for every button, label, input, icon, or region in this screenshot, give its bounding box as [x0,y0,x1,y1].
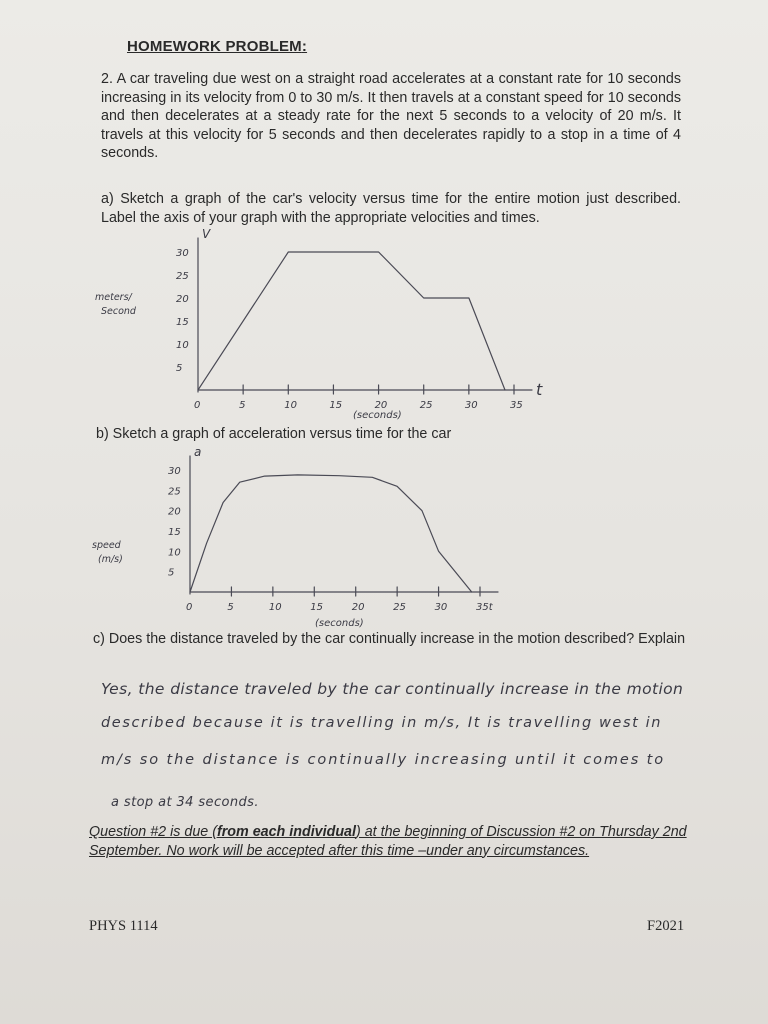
accel-ylabel-2: (m/s) [98,554,123,565]
velocity-y-symbol: V [202,227,211,241]
accel-x-tick-label: 25 [393,602,406,613]
accel-y-tick-label: 5 [168,567,175,579]
accel-x-tick-label: 35t [476,602,493,613]
answer-line-3: m/s so the distance is continually increasing until it comes to [101,752,666,768]
velocity-ylabel-1: meters/ [95,292,132,303]
due-bold: from each individual [216,824,356,840]
velocity-xlabel: (seconds) [353,410,402,421]
accel-ylabel-1: speed [92,540,121,551]
accel-y-tick-label: 20 [168,506,181,518]
course-code: PHYS 1114 [89,918,158,934]
velocity-x-symbol: t [536,380,543,399]
term-code: F2021 [647,918,685,934]
part-c-question: c) Does the distance traveled by the car continually increase in the motion described? Explain [93,631,686,647]
due-notice [89,823,701,860]
accel-y-tick-label: 25 [168,486,181,498]
velocity-y-tick-label: 10 [176,340,189,351]
velocity-x-tick-label: 0 [194,400,201,411]
velocity-ylabel-2: Second [101,306,136,317]
accel-x-tick-label: 5 [227,602,234,613]
answer-line-2: described because it is travelling in m/s, It is travelling west in [101,715,663,731]
due-prefix: Question #2 is due ( [89,824,217,840]
accel-y-tick-label: 30 [168,466,181,477]
accel-y-tick-label: 10 [168,547,181,559]
problem-statement: 2. A car traveling due west on a straight road accelerates at a constant rate for 10 seconds increasing in its velocity from 0 to 30 m/s. It then travels at a constant speed for 10 seconds and then decelerates at a steady rate for the next 5 seconds to a velocity of 20 m/s. It travels at this velocity for 5 seconds and then decelerates rapidly to a stop in a time of 4 seconds. [101,71,681,162]
accel-xlabel: (seconds) [315,618,364,629]
answer-line-1: Yes, the distance traveled by the car continually increase in the motion [101,680,684,698]
velocity-x-tick-label: 5 [239,400,246,411]
accel-y-symbol: a [194,445,202,459]
velocity-x-tick-label: 35 [510,400,523,411]
accel-y-tick-label: 15 [168,527,181,538]
accel-x-tick-label: 20 [351,602,365,613]
title-colon: : [301,38,308,55]
accel-x-tick-label: 10 [268,602,282,613]
velocity-y-tick-label: 30 [176,248,189,259]
answer-line-4: a stop at 34 seconds. [111,795,259,810]
due-suffix: ) at the beginning of Discussion #2 on Thursday 2nd September. No work will be accepted after this time –under any circumstances. [89,824,687,859]
velocity-y-tick-label: 5 [176,363,183,374]
velocity-data-line [198,252,505,390]
accel-x-tick-label: 30 [434,602,448,613]
velocity-y-tick-label: 15 [176,317,189,328]
accel-data-line [190,475,472,592]
velocity-y-tick-label: 25 [176,271,189,282]
title-text: HOMEWORK PROBLEM [127,38,302,55]
velocity-x-tick-label: 30 [464,400,478,411]
velocity-y-tick-label: 20 [176,294,189,305]
velocity-x-tick-label: 25 [419,400,433,411]
accel-x-tick-label: 0 [186,602,193,613]
velocity-x-tick-label: 10 [284,400,298,411]
accel-x-tick-label: 15 [310,602,324,613]
velocity-x-tick-label: 15 [329,400,343,411]
velocity-x-tick-label: 20 [374,400,388,411]
part-b-question: b) Sketch a graph of acceleration versus time for the car [96,426,452,442]
part-a-question: a) Sketch a graph of the car's velocity versus time for the entire motion just described. Label the axis of your graph with the appropriate velocities and times. [101,191,681,226]
